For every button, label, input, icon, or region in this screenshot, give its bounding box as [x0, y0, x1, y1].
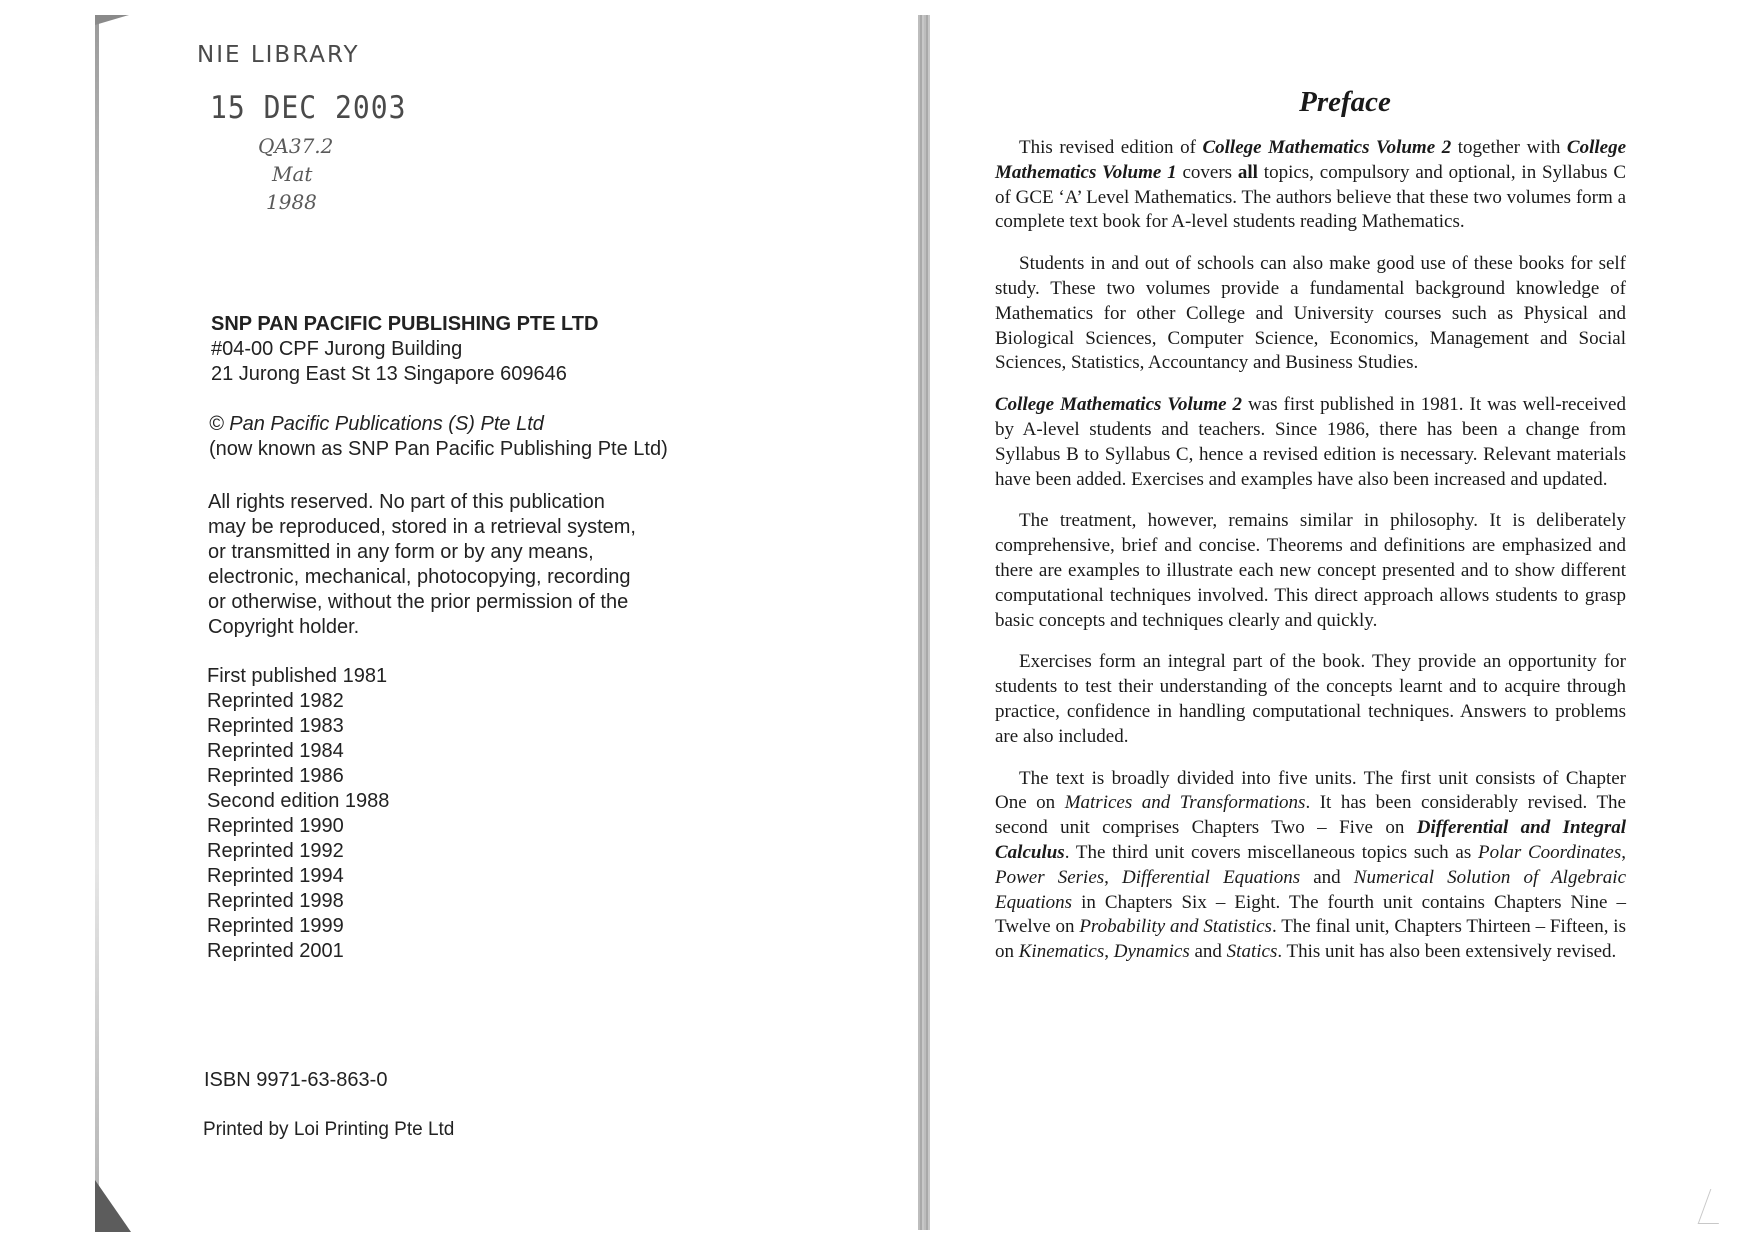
preface-title: Preface	[1299, 86, 1391, 118]
topic: Differential Equations	[1122, 866, 1301, 888]
topic: Dynamics	[1113, 941, 1190, 963]
emphasis: all	[1237, 161, 1258, 183]
page-corner-bottom	[95, 1180, 131, 1232]
history-line: Reprinted 1990	[207, 815, 344, 837]
text-run: topics, compulsory and optional, in Syllabus C of GCE ‘A’ Level Mathematics. The authors believe that these two volumes form a complete text book for A-level students reading Mathematics.	[995, 161, 1627, 233]
text-run: . The final unit, Chapters Thirteen – Fifteen, is on	[995, 916, 1626, 963]
history-line: Reprinted 1994	[207, 865, 344, 887]
preface-paragraph-6	[995, 767, 1626, 965]
book-title: College Mathematics Volume 2	[995, 394, 1243, 416]
copyright-line: © Pan Pacific Publications (S) Pte Ltd	[209, 413, 544, 435]
preface-paragraph-1	[995, 136, 1626, 235]
publication-history	[207, 664, 389, 964]
page-corner-top	[95, 15, 129, 25]
topic: Matrices and Transformations	[1064, 792, 1306, 814]
text-run: in Chapters Six – Eight. The fourth unit contains Chapters Nine – Twelve on	[995, 891, 1626, 938]
topic: Power Series	[995, 866, 1105, 888]
text-run: . The third unit covers miscellaneous topics such as	[1064, 841, 1478, 863]
rights-statement: All rights reserved. No part of this publication may be reproduced, stored in a retrieval system, or transmitted in any form or by any means, electronic, mechanical, photocopying, recording or otherwise, without the prior permission of the Copyright holder.	[208, 491, 636, 638]
history-line: Reprinted 1998	[207, 890, 344, 912]
text-run: ,	[1104, 866, 1123, 888]
preface-paragraph-2: Students in and out of schools can also make good use of these books for self study. These two volumes provide a fundamental background knowledge of Mathematics for other College and University courses such as Physical and Biological Sciences, Computer Science, Economics, Management and Social Sciences, Statistics, Accountancy and Business Studies.	[995, 253, 1626, 374]
copyright-note: (now known as SNP Pan Pacific Publishing Pte Ltd)	[209, 438, 668, 460]
text-run: and	[1189, 941, 1227, 963]
topic: Statics	[1226, 941, 1278, 963]
topic: Differential and Integral Calculus	[995, 817, 1626, 863]
text-run: This revised edition of	[1019, 137, 1203, 158]
topic: Polar Coordinates	[1477, 841, 1622, 863]
history-line: Reprinted 1984	[207, 740, 344, 762]
history-line: First published 1981	[207, 665, 388, 687]
topic: Probability and Statistics	[1079, 916, 1272, 938]
history-line: Reprinted 2001	[207, 940, 344, 962]
preface-paragraph-3	[995, 393, 1626, 492]
history-line: Reprinted 1982	[207, 690, 344, 712]
history-line: Reprinted 1986	[207, 765, 344, 787]
preface-page	[935, 0, 1755, 1242]
library-stamp: NIE LIBRARY	[197, 42, 360, 68]
book-gutter	[918, 15, 930, 1230]
text-run: covers	[1176, 161, 1238, 183]
publisher-block	[211, 312, 598, 387]
book-title: College Mathematics Volume 2	[1202, 137, 1452, 158]
preface-body	[995, 136, 1626, 982]
history-line: Reprinted 1992	[207, 840, 344, 862]
text-run: . It has been considerably revised. The second unit comprises Chapters Two – Five on	[995, 792, 1626, 839]
text-run: was first published in 1981. It was well-received by A-level students and teachers. Since 1986, there has been a change from Syllabus B to Syllabus C, hence a revised edition is necessary. Relevant materials have been added. Exercises and examples have also been increased and updated.	[995, 394, 1626, 490]
text-run: and	[1300, 866, 1354, 888]
book-title: College Mathematics Volume 1	[995, 137, 1627, 183]
call-number-line-1: QA37.2	[258, 134, 334, 158]
history-line: Reprinted 1983	[207, 715, 344, 737]
text-run: together with	[1451, 137, 1567, 158]
page-edge-shadow	[95, 15, 99, 1230]
preface-paragraph-4: The treatment, however, remains similar in philosophy. It is deliberately comprehensive, brief and concise. Theorems and definitions are emphasized and there are examples to illustrate each new concept presented and to show different computational techniques involved. This direct approach allows students to grasp basic concepts and techniques clearly and quickly.	[995, 510, 1626, 631]
preface-paragraph-5: Exercises form an integral part of the book. They provide an opportunity for students to test their understanding of the concepts learnt and to acquire through practice, confidence in handling computational techniques. Answers to problems are also included.	[995, 651, 1626, 747]
scan-mark	[1698, 1189, 1732, 1224]
history-line: Reprinted 1999	[207, 915, 344, 937]
call-number-line-3: 1988	[266, 190, 317, 214]
copyright-block	[209, 412, 668, 462]
text-run: The text is broadly divided into five units. The first unit consists of Chapter One on	[995, 767, 1626, 814]
topic: Kinematics	[1018, 941, 1105, 963]
topic: Numerical Solution of Algebraic Equations	[995, 866, 1626, 913]
text-run: . This unit has also been extensively revised.	[1277, 941, 1617, 963]
printer-credit: Printed by Loi Printing Pte Ltd	[203, 1119, 455, 1140]
history-line: Second edition 1988	[207, 790, 390, 812]
publisher-address-2: 21 Jurong East St 13 Singapore 609646	[211, 363, 567, 385]
isbn: ISBN 9971-63-863-0	[204, 1069, 388, 1091]
date-stamp: 15 DEC 2003	[210, 89, 407, 126]
text-run: ,	[1104, 941, 1114, 963]
text-run: ,	[1621, 841, 1626, 863]
call-number-line-2: Mat	[272, 162, 313, 186]
publisher-address-1: #04-00 CPF Jurong Building	[211, 338, 463, 360]
publisher-name: SNP PAN PACIFIC PUBLISHING PTE LTD	[211, 313, 599, 335]
